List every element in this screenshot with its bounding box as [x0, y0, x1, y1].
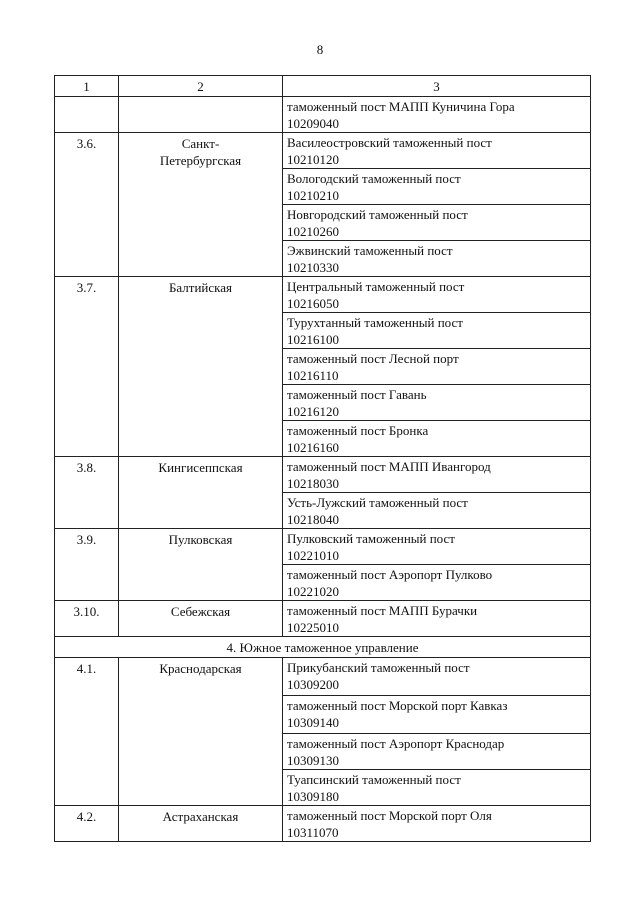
- customs-name-cell: [119, 133, 283, 277]
- post-code: 10210260: [287, 224, 339, 239]
- table-header-row: [55, 76, 591, 97]
- post-code: 10210210: [287, 188, 339, 203]
- table-row: [55, 133, 591, 169]
- post-code: 10309130: [287, 753, 339, 768]
- post-name: таможенный пост Аэропорт Пулково: [287, 567, 493, 582]
- row-number-cell: 3.8.: [55, 457, 119, 529]
- post-cell: [283, 565, 591, 601]
- post-name: таможенный пост Аэропорт Краснодар: [287, 736, 505, 751]
- section-heading-row: [55, 637, 591, 658]
- post-code: 10311070: [287, 825, 339, 840]
- post-code: 10216100: [287, 332, 339, 347]
- customs-name-cell: Краснодарская: [119, 658, 283, 806]
- post-code: 10218040: [287, 512, 339, 527]
- post-name: Василеостровский таможенный пост: [287, 135, 492, 150]
- row-number-cell: 4.1.: [55, 658, 119, 806]
- row-number-cell: 3.9.: [55, 529, 119, 601]
- post-cell: [283, 97, 591, 133]
- post-name: таможенный пост МАПП Куничина Гора: [287, 99, 515, 114]
- post-code: 10225010: [287, 620, 339, 635]
- column-header-1: 1: [55, 76, 119, 97]
- post-cell: [283, 734, 591, 770]
- post-code: 10216160: [287, 440, 339, 455]
- customs-posts-table: [54, 75, 591, 842]
- column-header-3: 3: [283, 76, 591, 97]
- post-cell: [283, 133, 591, 169]
- table-row: [55, 97, 591, 133]
- column-header-2: 2: [119, 76, 283, 97]
- post-cell: [283, 205, 591, 241]
- post-name: Турухтанный таможенный пост: [287, 315, 463, 330]
- table-row: [55, 658, 591, 696]
- post-cell: [283, 529, 591, 565]
- section-heading: 4. Южное таможенное управление: [55, 637, 591, 658]
- post-cell: [283, 658, 591, 696]
- post-name: таможенный пост Лесной порт: [287, 351, 459, 366]
- post-cell: [283, 241, 591, 277]
- post-code: 10221010: [287, 548, 339, 563]
- table-row: [55, 457, 591, 493]
- post-code: 10209040: [287, 116, 339, 131]
- post-cell: [283, 457, 591, 493]
- post-cell: [283, 806, 591, 842]
- customs-name-line: Петербургская: [159, 153, 242, 168]
- post-name: Пулковский таможенный пост: [287, 531, 455, 546]
- post-code: 10210120: [287, 152, 339, 167]
- post-cell: [283, 277, 591, 313]
- customs-name-cell: Кингисеппская: [119, 457, 283, 529]
- post-code: 10221020: [287, 584, 339, 599]
- post-cell: [283, 770, 591, 806]
- post-name: таможенный пост Морской порт Кавказ: [287, 698, 508, 713]
- post-cell: [283, 696, 591, 734]
- post-name: Туапсинский таможенный пост: [287, 772, 461, 787]
- post-name: Эжвинский таможенный пост: [287, 243, 453, 258]
- customs-name-cell: Балтийская: [119, 277, 283, 457]
- post-cell: [283, 349, 591, 385]
- row-number-cell: 4.2.: [55, 806, 119, 842]
- post-code: 10216120: [287, 404, 339, 419]
- post-cell: [283, 313, 591, 349]
- post-name: таможенный пост МАПП Ивангород: [287, 459, 491, 474]
- post-cell: [283, 421, 591, 457]
- table-row: [55, 529, 591, 565]
- table-row: [55, 601, 591, 637]
- row-number-cell: 3.10.: [55, 601, 119, 637]
- post-name: Вологодский таможенный пост: [287, 171, 461, 186]
- post-name: Новгородский таможенный пост: [287, 207, 468, 222]
- post-code: 10309180: [287, 789, 339, 804]
- post-code: 10309140: [287, 715, 339, 730]
- table-row: [55, 806, 591, 842]
- post-name: таможенный пост МАПП Бурачки: [287, 603, 478, 618]
- post-cell: [283, 385, 591, 421]
- post-name: таможенный пост Гавань: [287, 387, 427, 402]
- post-code: 10216110: [287, 368, 339, 383]
- post-name: Центральный таможенный пост: [287, 279, 465, 294]
- table-row: [55, 277, 591, 313]
- page-number: 8: [316, 42, 324, 57]
- customs-name-cell: [119, 97, 283, 133]
- post-cell: [283, 169, 591, 205]
- customs-name-line: Санкт-: [181, 136, 220, 151]
- post-cell: [283, 493, 591, 529]
- post-name: Прикубанский таможенный пост: [287, 660, 470, 675]
- post-code: 10210330: [287, 260, 339, 275]
- row-number-cell: 3.7.: [55, 277, 119, 457]
- row-number-cell: 3.6.: [55, 133, 119, 277]
- post-name: Усть-Лужский таможенный пост: [287, 495, 468, 510]
- customs-name-cell: Себежская: [119, 601, 283, 637]
- post-code: 10309200: [287, 677, 339, 692]
- row-number-cell: [55, 97, 119, 133]
- post-cell: [283, 601, 591, 637]
- post-code: 10218030: [287, 476, 339, 491]
- customs-name-cell: Пулковская: [119, 529, 283, 601]
- post-name: таможенный пост Морской порт Оля: [287, 808, 492, 823]
- post-code: 10216050: [287, 296, 339, 311]
- customs-name-cell: Астраханская: [119, 806, 283, 842]
- post-name: таможенный пост Бронка: [287, 423, 429, 438]
